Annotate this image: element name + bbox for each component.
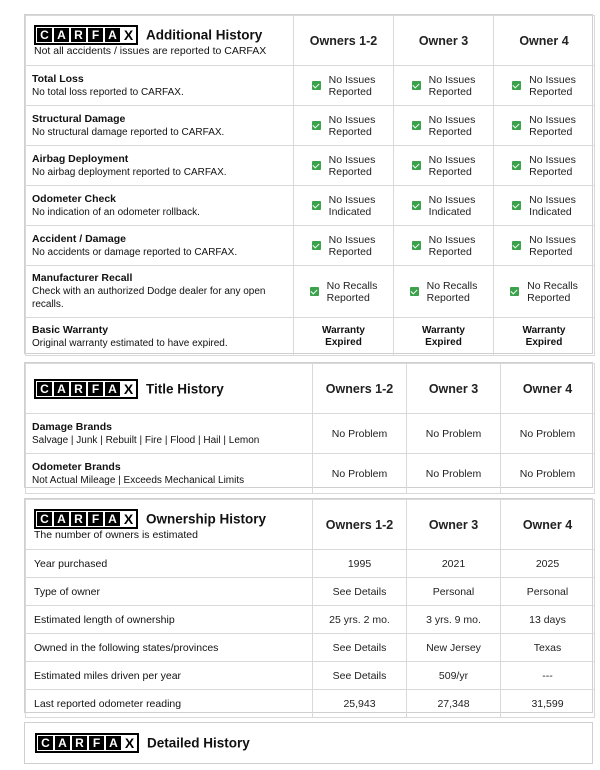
row-label — [26, 266, 294, 318]
carfax-logo: C A R F A X — [35, 733, 139, 753]
table-row — [26, 318, 595, 356]
status-cell — [394, 226, 494, 266]
check-icon — [410, 287, 419, 296]
row-description: Original warranty estimated to have expired. — [32, 337, 228, 349]
ownership-value-cell: Personal — [501, 578, 595, 606]
status-line: Reported — [529, 245, 573, 258]
check-icon — [312, 161, 321, 170]
table-row — [26, 690, 595, 718]
ownership-history-header — [26, 500, 313, 550]
check-icon — [312, 121, 321, 130]
status-text — [527, 280, 578, 304]
status-text — [429, 194, 476, 218]
status-line: Reported — [328, 165, 372, 178]
table-row — [26, 634, 595, 662]
status-value — [400, 280, 487, 304]
status-value — [300, 114, 387, 138]
status-line: Reported — [328, 85, 372, 98]
column-header: Owner 4 — [501, 500, 595, 550]
check-icon — [412, 121, 421, 130]
table-row — [26, 578, 595, 606]
title-status-cell: No Problem — [501, 454, 595, 494]
status-text — [327, 280, 378, 304]
row-title: Airbag Deployment — [32, 152, 129, 165]
status-text — [329, 234, 376, 258]
warranty-cell — [394, 318, 494, 356]
additional-history-table — [25, 15, 595, 356]
status-line: Reported — [328, 245, 372, 258]
check-icon — [512, 161, 521, 170]
status-cell — [494, 266, 595, 318]
status-line: No Issues — [529, 233, 576, 246]
status-cell — [494, 66, 595, 106]
ownership-value-cell: New Jersey — [407, 634, 501, 662]
column-header: Owners 1-2 — [294, 16, 394, 66]
status-value — [400, 194, 487, 218]
status-text — [329, 154, 376, 178]
row-description: No accidents or damage reported to CARFAX. — [32, 246, 238, 258]
ownership-value-cell: Texas — [501, 634, 595, 662]
title-status-cell: No Problem — [313, 454, 407, 494]
ownership-value-cell: 3 yrs. 9 mo. — [407, 606, 501, 634]
check-icon — [312, 201, 321, 210]
detailed-history-panel — [24, 722, 593, 764]
status-value — [300, 154, 387, 178]
row-label — [26, 414, 313, 454]
table-row — [26, 146, 595, 186]
status-value — [500, 154, 588, 178]
warranty-line: Expired — [425, 336, 462, 348]
status-line: Reported — [326, 291, 370, 304]
status-line: No Issues — [328, 153, 376, 166]
check-icon — [312, 241, 321, 250]
column-header: Owner 4 — [494, 16, 595, 66]
see-details-link[interactable]: See Details — [313, 662, 407, 690]
warranty-cell — [494, 318, 595, 356]
check-icon — [512, 201, 521, 210]
status-line: No Issues — [328, 113, 376, 126]
status-line: No Recalls — [326, 279, 378, 292]
row-title: Damage Brands — [32, 420, 112, 433]
status-value — [500, 234, 588, 258]
warranty-line: Warranty — [422, 324, 465, 336]
status-line: Indicated — [529, 205, 572, 218]
status-cell — [494, 226, 595, 266]
status-cell — [494, 106, 595, 146]
row-description: Salvage | Junk | Rebuilt | Fire | Flood | Hail | Lemon — [32, 434, 260, 446]
status-cell — [294, 266, 394, 318]
check-icon — [512, 241, 521, 250]
status-value — [500, 114, 588, 138]
table-row — [26, 106, 595, 146]
status-value — [300, 234, 387, 258]
status-line: No Issues — [529, 113, 576, 126]
carfax-logo: C A R F A X — [34, 509, 138, 529]
status-line: Reported — [529, 165, 573, 178]
status-line: Reported — [428, 165, 472, 178]
status-cell — [394, 106, 494, 146]
check-icon — [412, 81, 421, 90]
status-value — [400, 74, 487, 98]
status-line: No Issues — [428, 73, 476, 86]
status-cell — [294, 226, 394, 266]
row-label: Year purchased — [26, 550, 313, 578]
row-label — [26, 106, 294, 146]
row-description: No structural damage reported to CARFAX. — [32, 126, 225, 138]
row-description: No indication of an odometer rollback. — [32, 206, 200, 218]
status-line: Indicated — [428, 205, 472, 218]
additional-history-panel — [24, 14, 593, 354]
section-title: Detailed History — [147, 735, 250, 751]
ownership-value-cell: 1995 — [313, 550, 407, 578]
table-row — [26, 454, 595, 494]
status-text — [529, 154, 576, 178]
row-label — [26, 186, 294, 226]
title-history-header — [26, 364, 313, 414]
status-text — [529, 74, 576, 98]
status-value — [400, 114, 487, 138]
table-row — [26, 606, 595, 634]
title-status-cell: No Problem — [407, 454, 501, 494]
status-value — [300, 194, 387, 218]
status-line: Reported — [426, 291, 470, 304]
carfax-logo: C A R F A X — [34, 25, 138, 45]
status-line: No Issues — [328, 233, 376, 246]
column-header: Owners 1-2 — [313, 500, 407, 550]
ownership-value-cell: 509/yr — [407, 662, 501, 690]
ownership-value-cell: 25,943 — [313, 690, 407, 718]
status-line: Reported — [527, 291, 571, 304]
ownership-value-cell: 13 days — [501, 606, 595, 634]
title-history-panel — [24, 362, 593, 488]
table-row — [26, 66, 595, 106]
check-icon — [412, 161, 421, 170]
status-text — [429, 114, 476, 138]
row-label — [26, 454, 313, 494]
section-subtitle: Not all accidents / issues are reported to CARFAX — [34, 44, 267, 57]
row-description: Check with an authorized Dodge dealer for any open recalls. — [32, 286, 266, 310]
status-cell — [394, 66, 494, 106]
ownership-value-cell: --- — [501, 662, 595, 690]
status-line: No Issues — [529, 153, 576, 166]
row-label: Type of owner — [26, 578, 313, 606]
status-text — [429, 74, 476, 98]
row-label: Last reported odometer reading — [26, 690, 313, 718]
status-text — [429, 234, 476, 258]
status-cell — [394, 186, 494, 226]
status-line: No Issues — [428, 233, 476, 246]
row-title: Odometer Brands — [32, 460, 121, 473]
see-details-link[interactable]: See Details — [313, 578, 407, 606]
check-icon — [510, 287, 519, 296]
column-header: Owner 4 — [501, 364, 595, 414]
status-value — [500, 280, 588, 304]
column-header: Owner 3 — [407, 500, 501, 550]
status-line: Reported — [428, 245, 472, 258]
row-label: Owned in the following states/provinces — [26, 634, 313, 662]
status-value — [400, 154, 487, 178]
ownership-value-cell: Personal — [407, 578, 501, 606]
table-row — [26, 414, 595, 454]
status-line: Reported — [328, 125, 372, 138]
ownership-value-cell: 31,599 — [501, 690, 595, 718]
check-icon — [512, 121, 521, 130]
row-title: Structural Damage — [32, 112, 126, 125]
status-line: No Issues — [428, 153, 476, 166]
column-header: Owner 3 — [407, 364, 501, 414]
ownership-history-panel — [24, 498, 593, 713]
status-cell — [294, 146, 394, 186]
row-label: Estimated length of ownership — [26, 606, 313, 634]
title-status-cell: No Problem — [407, 414, 501, 454]
row-title: Manufacturer Recall — [32, 272, 133, 284]
status-line: No Issues — [328, 193, 376, 206]
row-title: Basic Warranty — [32, 323, 109, 336]
ownership-value-cell: 2021 — [407, 550, 501, 578]
status-value — [500, 74, 588, 98]
status-text — [329, 74, 376, 98]
row-title: Total Loss — [32, 72, 84, 85]
row-description: No airbag deployment reported to CARFAX. — [32, 166, 227, 178]
table-row — [26, 662, 595, 690]
table-row — [26, 550, 595, 578]
table-row — [26, 226, 595, 266]
status-line: Reported — [428, 125, 472, 138]
status-text — [529, 234, 576, 258]
ownership-history-table — [25, 499, 595, 718]
table-row — [26, 186, 595, 226]
row-description: Not Actual Mileage | Exceeds Mechanical Limits — [32, 474, 245, 486]
warranty-line: Expired — [325, 336, 362, 348]
status-line: No Issues — [428, 193, 476, 206]
additional-history-header — [26, 16, 294, 66]
title-status-cell: No Problem — [313, 414, 407, 454]
status-cell — [394, 266, 494, 318]
column-header: Owners 1-2 — [313, 364, 407, 414]
row-label — [26, 66, 294, 106]
check-icon — [412, 241, 421, 250]
row-label — [26, 146, 294, 186]
status-line: No Issues — [428, 113, 476, 126]
status-line: No Recalls — [426, 279, 478, 292]
check-icon — [312, 81, 321, 90]
see-details-link[interactable]: See Details — [313, 634, 407, 662]
status-line: No Issues — [529, 73, 576, 86]
ownership-value-cell: 2025 — [501, 550, 595, 578]
status-value — [300, 74, 387, 98]
row-label: Estimated miles driven per year — [26, 662, 313, 690]
status-text — [429, 154, 476, 178]
ownership-value-cell: 27,348 — [407, 690, 501, 718]
status-text — [529, 114, 576, 138]
section-title: Ownership History — [146, 511, 267, 526]
row-label — [26, 226, 294, 266]
status-text — [427, 280, 478, 304]
status-cell — [294, 66, 394, 106]
status-line: Reported — [428, 85, 472, 98]
check-icon — [512, 81, 521, 90]
status-cell — [294, 186, 394, 226]
row-description: No total loss reported to CARFAX. — [32, 86, 184, 98]
column-header: Owner 3 — [394, 16, 494, 66]
row-title: Accident / Damage — [32, 232, 126, 245]
status-text — [329, 194, 376, 218]
table-row — [26, 266, 595, 318]
row-label — [26, 318, 294, 356]
status-line: No Issues — [529, 193, 576, 206]
section-title: Title History — [146, 381, 224, 396]
warranty-cell — [294, 318, 394, 356]
section-title: Additional History — [146, 27, 263, 42]
warranty-line: Warranty — [522, 324, 566, 336]
status-line: Reported — [529, 125, 573, 138]
row-title: Odometer Check — [32, 192, 117, 205]
section-subtitle: The number of owners is estimated — [34, 528, 198, 541]
detailed-history-header — [25, 723, 592, 763]
status-text — [329, 114, 376, 138]
check-icon — [412, 201, 421, 210]
status-text — [529, 194, 576, 218]
ownership-value-cell: 25 yrs. 2 mo. — [313, 606, 407, 634]
status-line: Reported — [529, 85, 573, 98]
check-icon — [310, 287, 319, 296]
status-value — [500, 194, 588, 218]
status-line: No Recalls — [527, 279, 578, 292]
status-value — [300, 280, 387, 304]
warranty-line: Expired — [525, 336, 563, 348]
status-line: Indicated — [328, 205, 372, 218]
title-status-cell: No Problem — [501, 414, 595, 454]
status-value — [400, 234, 487, 258]
title-history-table — [25, 363, 595, 494]
warranty-line: Warranty — [322, 324, 365, 336]
status-cell — [494, 146, 595, 186]
status-cell — [294, 106, 394, 146]
status-cell — [494, 186, 595, 226]
carfax-logo: C A R F A X — [34, 379, 138, 399]
status-line: No Issues — [328, 73, 376, 86]
status-cell — [394, 146, 494, 186]
